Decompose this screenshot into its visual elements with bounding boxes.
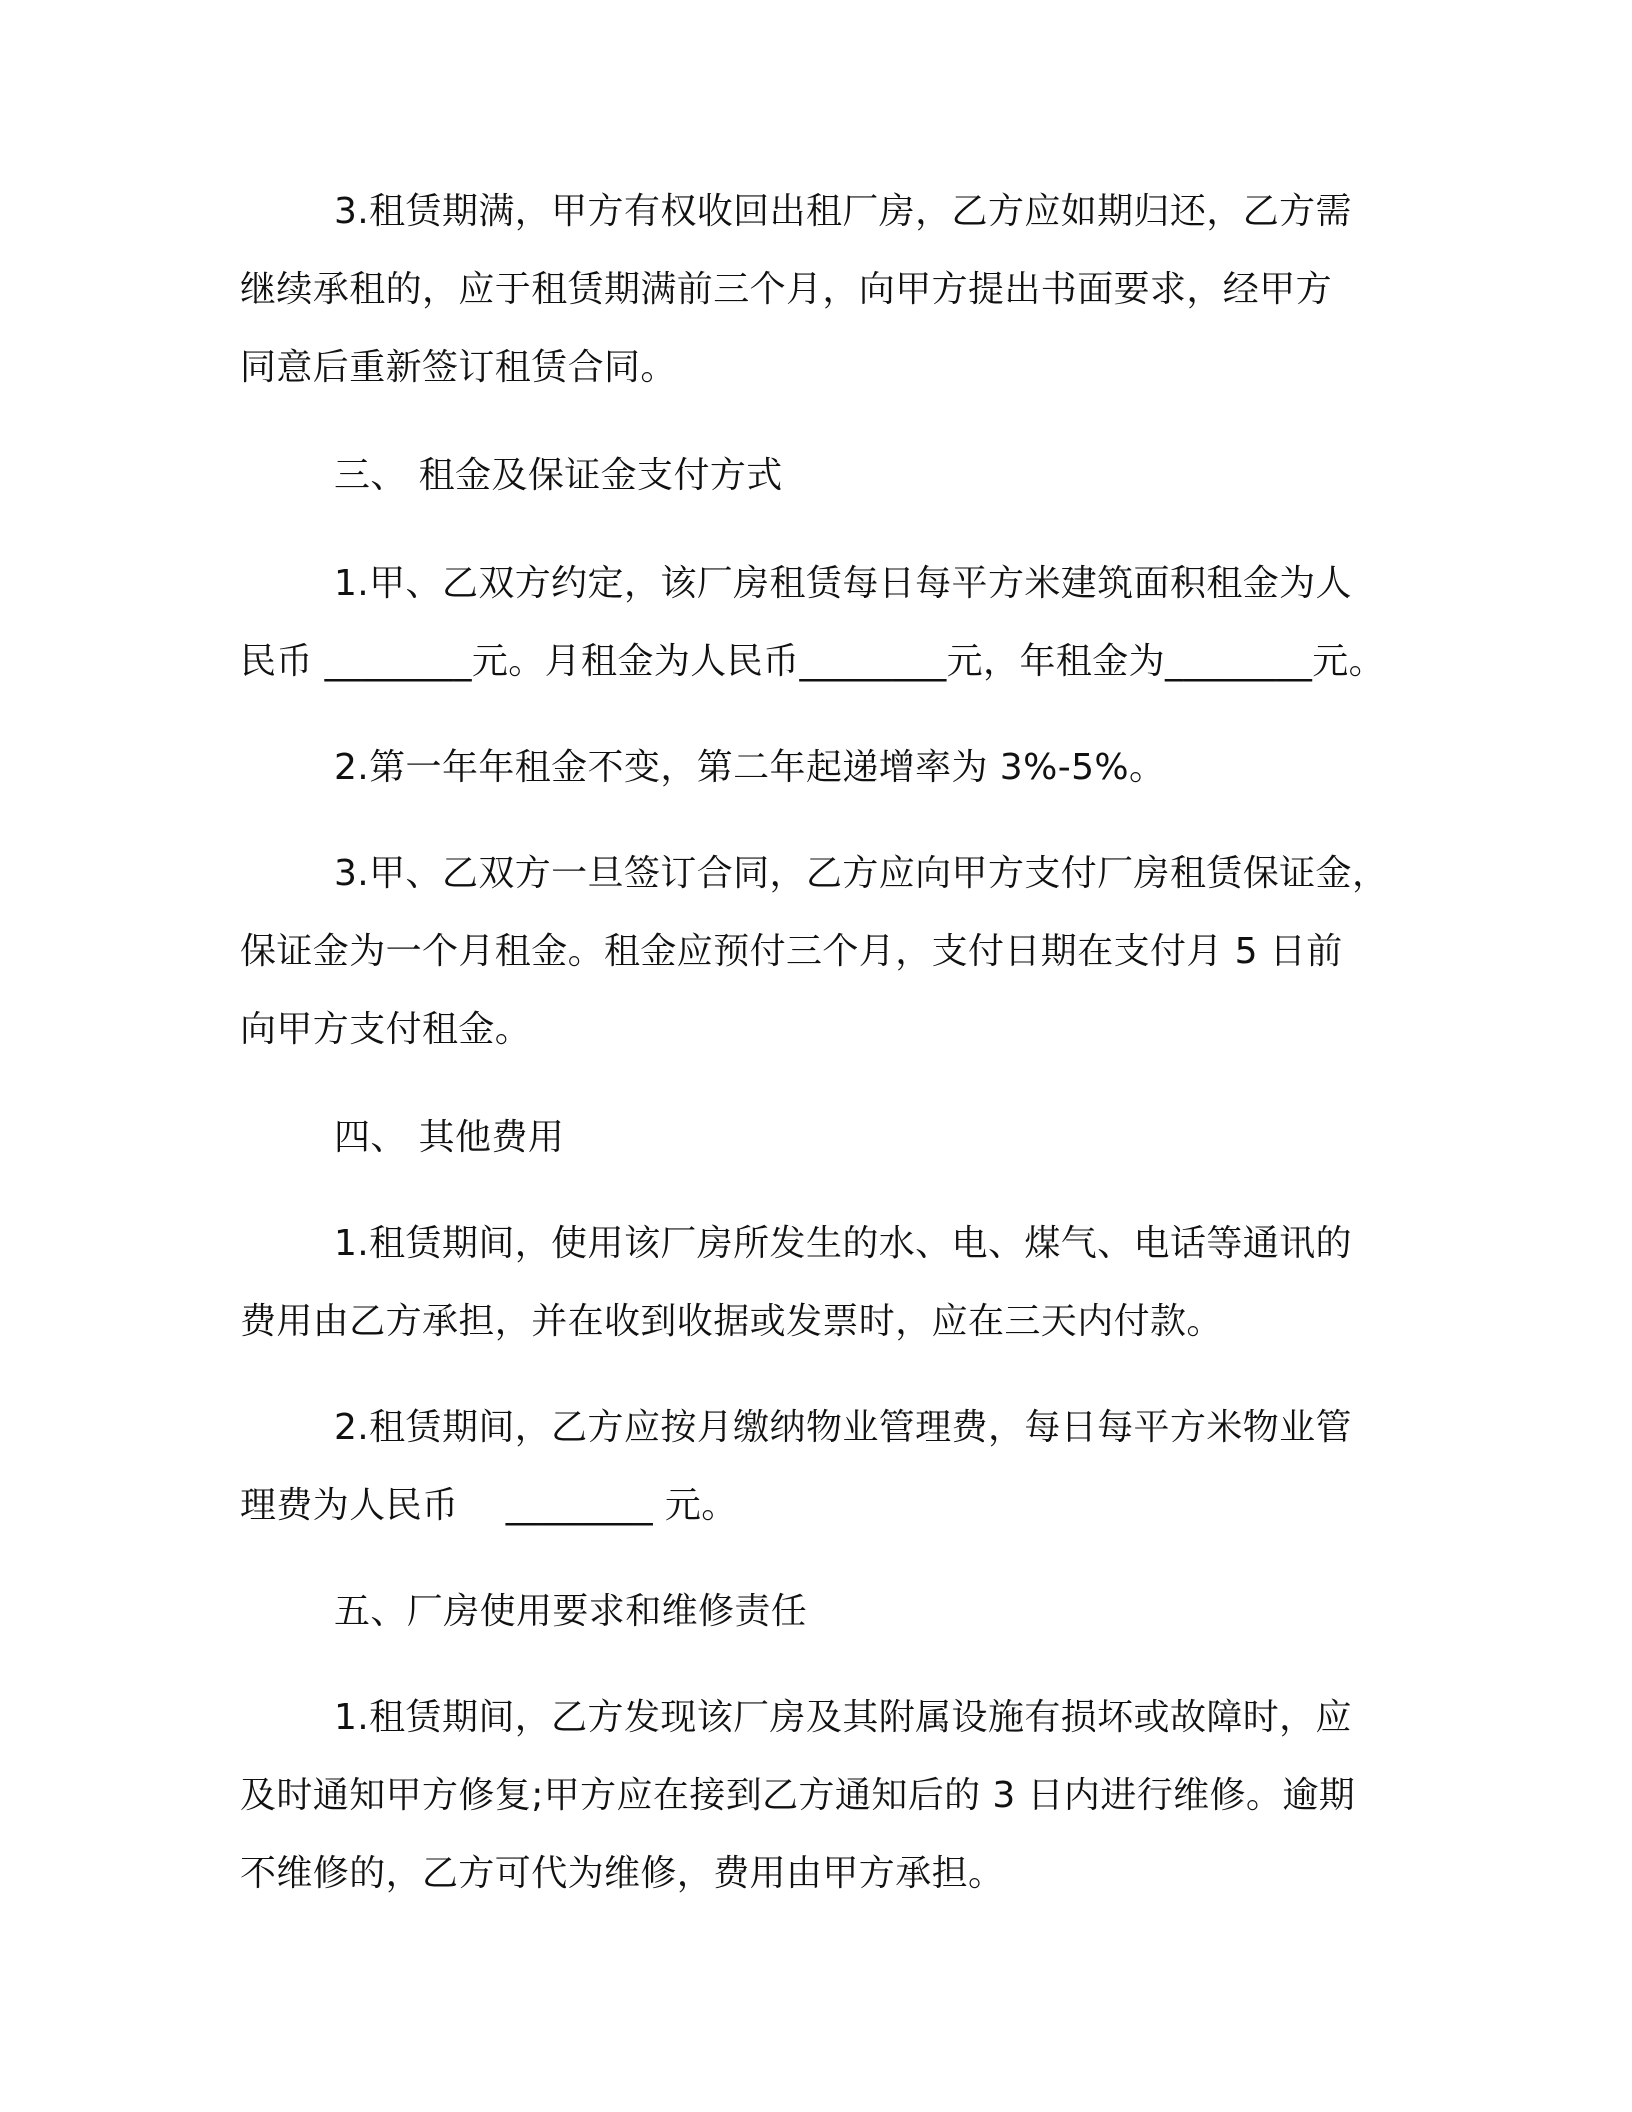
rent-paragraph-2: 2.第一年年租金不变，第二年起递增率为 3%-5%。 <box>334 747 1166 788</box>
fees-paragraph-1-line-1: 1.租赁期间，使用该厂房所发生的水、电、煤气、电话等通讯的 <box>334 1223 1352 1264</box>
maintenance-paragraph-1-line-1: 1.租赁期间，乙方发现该厂房及其附属设施有损坏或故障时，应 <box>334 1697 1352 1738</box>
rent-paragraph-3-line-3: 向甲方支付租金。 <box>240 1009 532 1050</box>
paragraph-3-line-3: 同意后重新签订租赁合同。 <box>240 347 677 388</box>
fees-paragraph-1-line-2: 费用由乙方承担，并在收到收据或发票时，应在三天内付款。 <box>240 1301 1223 1342</box>
fees-paragraph-2-line-1: 2.租赁期间，乙方应按月缴纳物业管理费，每日每平方米物业管 <box>334 1407 1352 1448</box>
maintenance-paragraph-1-line-2: 及时通知甲方修复;甲方应在接到乙方通知后的 3 日内进行维修。逾期 <box>240 1775 1356 1816</box>
fees-paragraph-2-line-2: 理费为人民币 ________ 元。 <box>240 1485 738 1526</box>
section-heading-3: 三、 租金及保证金支付方式 <box>334 455 783 496</box>
rent-paragraph-1-line-2: 民币 ________元。月租金为人民币________元，年租金为________元。 <box>240 641 1386 682</box>
paragraph-3-line-2: 继续承租的，应于租赁期满前三个月，向甲方提出书面要求，经甲方 <box>240 269 1333 310</box>
rent-paragraph-3-line-1: 3.甲、乙双方一旦签订合同，乙方应向甲方支付厂房租赁保证金， <box>334 853 1389 894</box>
section-heading-4: 四、 其他费用 <box>334 1117 565 1158</box>
rent-paragraph-1-line-1: 1.甲、乙双方约定，该厂房租赁每日每平方米建筑面积租金为人 <box>334 563 1352 604</box>
section-heading-5: 五、厂房使用要求和维修责任 <box>334 1591 808 1632</box>
paragraph-3-line-1: 3.租赁期满，甲方有权收回出租厂房，乙方应如期归还，乙方需 <box>334 191 1352 232</box>
rent-paragraph-3-line-2: 保证金为一个月租金。租金应预付三个月，支付日期在支付月 5 日前 <box>240 931 1343 972</box>
maintenance-paragraph-1-line-3: 不维修的，乙方可代为维修，费用由甲方承担。 <box>240 1853 1005 1894</box>
